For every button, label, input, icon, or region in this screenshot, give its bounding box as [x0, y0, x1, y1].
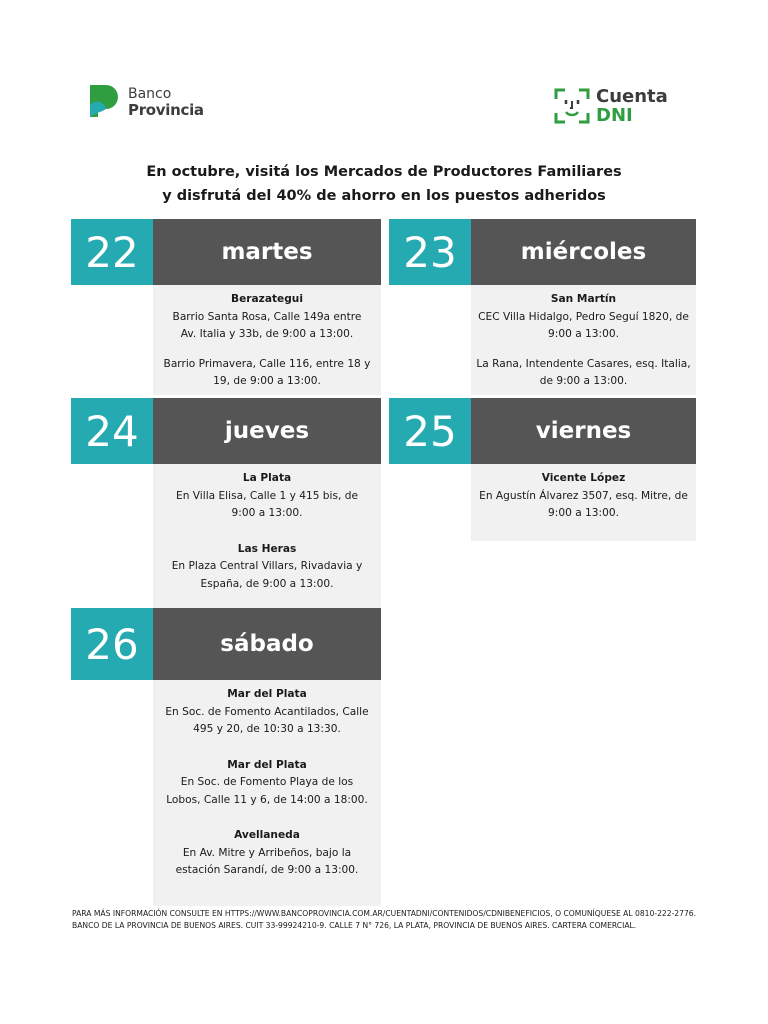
day-name: miércoles	[471, 219, 696, 285]
day-header	[389, 398, 696, 464]
day-locations	[153, 680, 381, 906]
location-item	[475, 291, 692, 344]
location-address: En Soc. de Fomento Playa de los Lobos, Calle 11 y 6, de 14:00 a 18:00.	[166, 776, 368, 806]
location-city: San Martín	[550, 293, 617, 305]
location-item	[157, 827, 377, 880]
day-header	[71, 219, 381, 285]
location-city: La Plata	[242, 472, 292, 484]
day-locations	[153, 285, 381, 395]
day-name: sábado	[153, 608, 381, 680]
location-city: Mar del Plata	[227, 688, 307, 700]
location-item	[475, 356, 692, 391]
cuenta-dni-line1: Cuenta	[596, 86, 668, 107]
location-city: Vicente López	[541, 472, 626, 484]
location-item	[157, 686, 377, 739]
day-block-22	[71, 219, 381, 399]
location-city: Mar del Plata	[227, 758, 307, 771]
day-header	[71, 608, 381, 680]
day-number: 25	[389, 398, 471, 464]
location-address: En Av. Mitre y Arribeños, bajo la estación Sarandí, de 9:00 a 13:00.	[175, 846, 359, 876]
cuenta-dni-logo	[554, 84, 668, 128]
banco-provincia-line1: Banco	[128, 86, 172, 102]
banco-provincia-line2: Provincia	[128, 101, 204, 119]
location-item	[157, 291, 377, 344]
location-address: En Soc. de Fomento Acantilados, Calle 495 y 20, de 10:30 a 13:30.	[165, 705, 369, 735]
day-number: 23	[389, 219, 471, 285]
day-number: 22	[71, 219, 153, 285]
location-item	[475, 470, 692, 523]
location-address: Barrio Primavera, Calle 116, entre 18 y 19, de 9:00 a 13:00.	[163, 357, 371, 387]
day-block-24	[71, 398, 381, 608]
day-block-23	[389, 219, 699, 399]
headline-line2: y disfrutá del 40% de ahorro en los puestos adheridos	[162, 188, 606, 204]
day-locations	[153, 464, 381, 608]
day-locations	[471, 464, 696, 541]
location-address: En Villa Elisa, Calle 1 y 415 bis, de 9:00 a 13:00.	[176, 489, 358, 519]
headline-line1: En octubre, visitá los Mercados de Productores Familiares	[146, 164, 622, 180]
location-item	[157, 356, 377, 391]
location-city: Avellaneda	[234, 829, 300, 841]
location-city: Las Heras	[237, 542, 297, 555]
location-address: En Agustín Álvarez 3507, esq. Mitre, de 9:00 a 13:00.	[479, 489, 688, 519]
banco-provincia-logo	[86, 80, 216, 124]
location-address: Barrio Santa Rosa, Calle 149a entre Av. Italia y 33b, de 9:00 a 13:00.	[172, 310, 362, 340]
location-item	[157, 541, 377, 594]
location-item	[157, 757, 377, 810]
day-name: martes	[153, 219, 381, 285]
location-address: La Rana, Intendente Casares, esq. Italia, de 9:00 a 13:00.	[476, 357, 691, 387]
footer-disclaimer: PARA MÁS INFORMACIÓN CONSULTE EN HTTPS://WWW.BANCOPROVINCIA.COM.AR/CUENTADNI/CONTENIDOS/CDNIBENEFICIOS, O COMUNÍQUESE AL 0810-222-2776. BANCO DE LA PROVINCIA DE BUENOS AIRES. CUIT 33-99924210-9. CALLE 7 N° 726, LA PLATA, PROVINCIA DE BUENOS AIRES. CARTERA COMERCIAL.	[72, 909, 697, 930]
day-number: 24	[71, 398, 153, 464]
location-address: CEC Villa Hidalgo, Pedro Seguí 1820, de 9:00 a 13:00.	[478, 310, 689, 340]
location-item	[157, 470, 377, 523]
day-number: 26	[71, 608, 153, 680]
location-city: Berazategui	[231, 293, 303, 305]
day-block-26	[71, 608, 381, 906]
day-name: jueves	[153, 398, 381, 464]
location-address: En Plaza Central Villars, Rivadavia y España, de 9:00 a 13:00.	[171, 560, 363, 590]
banco-provincia-mark-icon	[86, 83, 122, 121]
day-locations	[471, 285, 696, 395]
day-header	[71, 398, 381, 464]
day-block-25	[389, 398, 699, 543]
day-header	[389, 219, 696, 285]
cuenta-dni-line2: DNI	[596, 105, 633, 126]
headline	[100, 160, 668, 208]
face-scan-icon	[554, 88, 590, 124]
day-name: viernes	[471, 398, 696, 464]
